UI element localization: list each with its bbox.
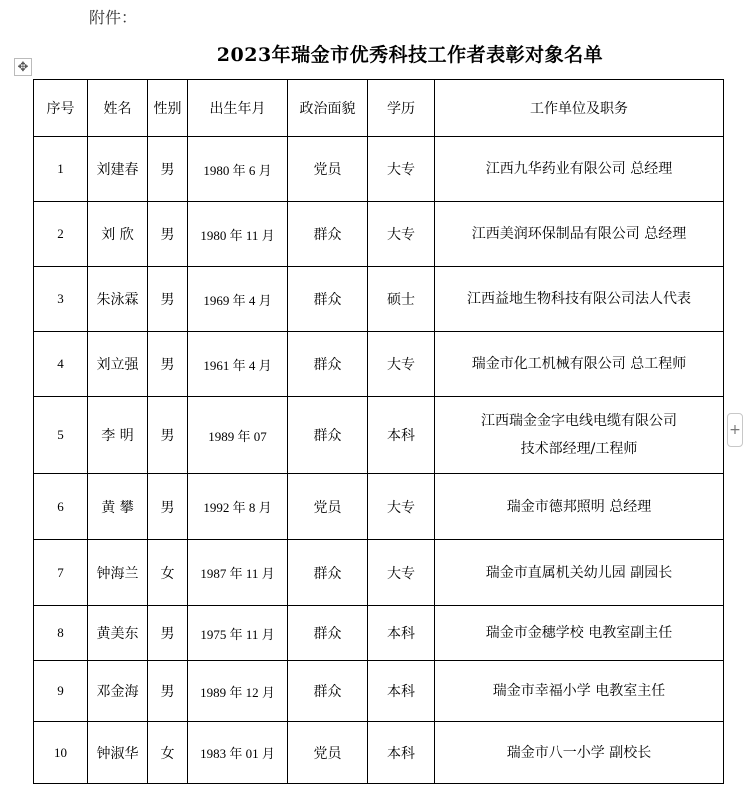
attachment-label: 附件： [89,8,138,27]
table-header-row [34,80,724,137]
cell-no: 6 [34,474,88,540]
cell-job [435,137,724,202]
cell-job [435,202,724,267]
cell-job [435,606,724,661]
job-line: 江西益地生物科技有限公司法人代表 [467,291,691,307]
cell-politics: 群众 [288,606,368,661]
cell-job [435,397,724,474]
cell-name: 邓金海 [88,661,148,722]
add-row-button[interactable] [727,413,743,447]
cell-politics: 群众 [288,397,368,474]
cell-name: 李 明 [88,397,148,474]
cell-no: 8 [34,606,88,661]
job-line: 江西瑞金金字电线电缆有限公司 [481,413,677,429]
job-line: 瑞金市幸福小学 电教室主任 [492,683,666,699]
cell-job [435,661,724,722]
cell-education: 大专 [368,202,435,267]
cell-education: 大专 [368,474,435,540]
cell-education: 大专 [368,332,435,397]
table-row [34,267,724,332]
cell-gender: 男 [148,202,188,267]
cell-name: 刘建春 [88,137,148,202]
cell-gender: 男 [148,267,188,332]
cell-name: 刘立强 [88,332,148,397]
cell-gender: 男 [148,474,188,540]
job-line: 江西九华药业有限公司 总经理 [485,161,673,177]
cell-gender: 男 [148,397,188,474]
cell-job [435,332,724,397]
cell-education: 本科 [368,722,435,784]
table-row [34,606,724,661]
job-line: 瑞金市金穗学校 电教室副主任 [485,625,673,641]
document-title: 2023年瑞金市优秀科技工作者表彰对象名单 [216,44,604,66]
cell-job [435,722,724,784]
cell-birth: 1980 年 11 月 [188,202,288,267]
cell-no: 2 [34,202,88,267]
table-row [34,137,724,202]
plus-icon: + [729,422,741,438]
cell-politics: 群众 [288,202,368,267]
cell-name: 黄 攀 [88,474,148,540]
cell-name: 黄美东 [88,606,148,661]
cell-gender: 男 [148,137,188,202]
cell-education: 本科 [368,661,435,722]
job-line: 江西美润环保制品有限公司 总经理 [471,226,687,242]
cell-education: 本科 [368,606,435,661]
cell-no: 1 [34,137,88,202]
cell-gender: 男 [148,606,188,661]
cell-birth: 1980 年 6 月 [188,137,288,202]
cell-birth: 1975 年 11 月 [188,606,288,661]
cell-birth: 1961 年 4 月 [188,332,288,397]
cell-no: 5 [34,397,88,474]
cell-politics: 群众 [288,267,368,332]
header-politics: 政治面貌 [288,80,368,137]
cell-gender: 女 [148,722,188,784]
cell-politics: 党员 [288,137,368,202]
header-job: 工作单位及职务 [435,80,724,137]
table-row [34,332,724,397]
cell-birth: 1989 年 07 [188,397,288,474]
cell-name: 朱泳霖 [88,267,148,332]
cell-no: 10 [34,722,88,784]
cell-birth: 1989 年 12 月 [188,661,288,722]
cell-birth: 1987 年 11 月 [188,540,288,606]
cell-gender: 女 [148,540,188,606]
cell-education: 大专 [368,540,435,606]
cell-politics: 群众 [288,540,368,606]
cell-no: 7 [34,540,88,606]
cell-job [435,267,724,332]
cell-name: 钟淑华 [88,722,148,784]
cell-gender: 男 [148,661,188,722]
cell-name: 刘 欣 [88,202,148,267]
header-no: 序号 [34,80,88,137]
honoree-table [33,79,724,784]
cell-birth: 1983 年 01 月 [188,722,288,784]
header-birth: 出生年月 [188,80,288,137]
job-line: 瑞金市直属机关幼儿园 副园长 [485,564,673,581]
header-name: 姓名 [88,80,148,137]
job-line: 瑞金市化工机械有限公司 总工程师 [471,356,687,372]
table-row [34,540,724,606]
cell-politics: 群众 [288,661,368,722]
header-gender: 性别 [148,80,188,137]
cell-politics: 群众 [288,332,368,397]
cell-no: 4 [34,332,88,397]
cell-birth: 1992 年 8 月 [188,474,288,540]
cell-politics: 党员 [288,722,368,784]
table-row [34,474,724,540]
job-line: 瑞金市德邦照明 总经理 [506,498,652,515]
header-education: 学历 [368,80,435,137]
move-arrows-icon: ✥ [17,59,29,75]
table-row [34,202,724,267]
job-line: 技术部经理/工程师 [520,441,638,457]
table-row [34,722,724,784]
cell-education: 本科 [368,397,435,474]
cell-no: 3 [34,267,88,332]
cell-job [435,540,724,606]
cell-gender: 男 [148,332,188,397]
table-row [34,397,724,474]
cell-politics: 党员 [288,474,368,540]
cell-no: 9 [34,661,88,722]
table-row [34,661,724,722]
cell-education: 硕士 [368,267,435,332]
cell-birth: 1969 年 4 月 [188,267,288,332]
cell-education: 大专 [368,137,435,202]
cell-name: 钟海兰 [88,540,148,606]
cell-job [435,474,724,540]
job-line: 瑞金市八一小学 副校长 [506,744,652,761]
